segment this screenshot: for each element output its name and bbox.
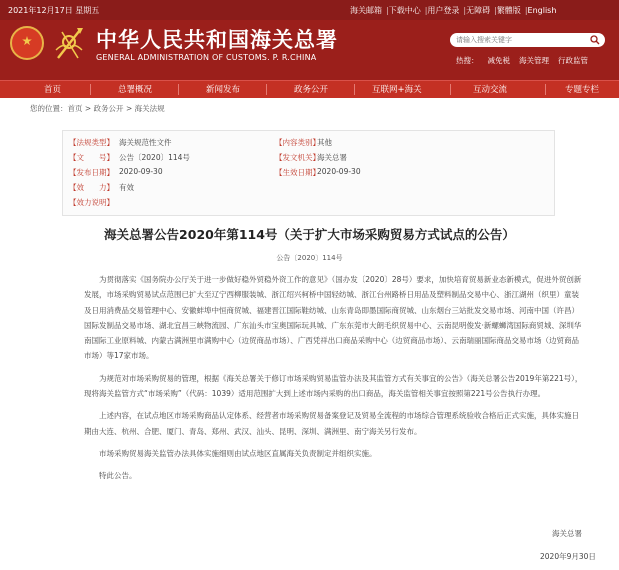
info-label: 【效 力】 [69, 183, 114, 192]
document-number: 公告〔2020〕114号 [276, 254, 343, 262]
breadcrumb-regulations[interactable]: 海关法规 [134, 104, 165, 113]
info-value: 海关总署 [317, 153, 347, 162]
nav-internet-customs[interactable]: 互联网+海关 [372, 85, 422, 95]
link-traditional[interactable]: 繁體版 [496, 6, 521, 15]
breadcrumb-separator: > [82, 104, 94, 113]
search-box [450, 33, 605, 47]
hot-search-label: 热搜： [456, 56, 479, 65]
hot-link-management[interactable]: 海关管理 [519, 56, 549, 65]
nav-government-affairs[interactable]: 政务公开 [294, 85, 329, 95]
site-title-cn: 中华人民共和国海关总署 [96, 28, 338, 52]
article-paragraph: 特此公告。 [99, 471, 137, 481]
nav-news[interactable]: 新闻发布 [206, 85, 241, 95]
info-label: 【发文机关】 [275, 153, 320, 162]
site-title-en: GENERAL ADMINISTRATION OF CUSTOMS. P. R.CHINA [96, 53, 317, 62]
article-paragraph: 为贯彻落实《国务院办公厅关于进一步做好稳外贸稳外资工作的意见》（国办发〔2020〕28号）要求，加快培育贸易新业态新模式，促进外贸创新发展，市场采购贸易试点范围已扩大至辽宁西柳服装城、浙江绍兴柯桥中国轻纺城、浙江台州路桥日用品及塑料制品交易中心、浙江湖州（织里）童装及日用消费品交易管理中心、安徽蚌埠中恒商贸城、福建晋江国际鞋纺城、山东青岛即墨国际商贸城、山东烟台三站批发交易市场、河南中国（许昌）国际发制品交易市场、湖北宜昌三峡物流园、广东汕头市宝奥国际玩具城、广东东莞市大朗毛织贸易中心、云南昆明俊发·新螺蛳湾国际商贸城、深圳华南国际工业原料城、内蒙古满洲里市满购中心（边贸商品市场）、广西凭祥出口商品采购中心（边贸商品市场）、云南瑞丽国际商品交易市场（边贸商品市场）等17家市场。 [84, 275, 582, 361]
signature-date: 2020年9月30日 [540, 552, 596, 561]
breadcrumb-affairs[interactable]: 政务公开 [93, 104, 124, 113]
main-nav [0, 80, 619, 98]
info-row [63, 197, 554, 210]
article-title: 海关总署公告2020年第114号（关于扩大市场采购贸易方式试点的公告） [104, 227, 515, 242]
article-paragraph: 上述内容，在试点地区市场采购商品认定体系、经营者市场采购贸易备案登记及贸易全流程的市场综合管理系统验收合格后正式实施，具体实施日期由大连、杭州、合肥、厦门、青岛、郑州、武汉、汕头、昆明、深圳、满洲里、南宁海关另行发布。 [84, 411, 579, 436]
link-download[interactable]: 下载中心 [388, 6, 421, 15]
breadcrumb-separator: > [123, 104, 135, 113]
info-value: 其他 [317, 138, 332, 147]
info-label: 【法规类型】 [69, 138, 114, 147]
link-accessibility[interactable]: 无障碍 [466, 6, 491, 15]
info-label: 【生效日期】 [275, 168, 320, 177]
link-login[interactable]: 用户登录 [427, 6, 460, 15]
nav-interaction[interactable]: 互动交流 [473, 85, 508, 95]
current-date: 2021年12月17日 星期五 [8, 6, 100, 15]
site-header [0, 20, 619, 80]
regulation-info-box [62, 130, 555, 216]
breadcrumb-home[interactable]: 首页 [67, 104, 83, 113]
link-mailbox[interactable]: 海关邮箱 [350, 6, 382, 15]
info-value: 公告〔2020〕114号 [119, 153, 190, 162]
article-paragraph: 为规范对市场采购贸易的管理，根据《海关总署关于修订市场采购贸易监管办法及其监管方式有关事宜的公告》（海关总署公告2019年第221号），现将海关监管方式“市场采购”（代码：1039）适用范围扩大到上述市场内采购的出口商品，海关监管相关事宜按照第221号公告执行办理。 [84, 373, 583, 399]
info-label: 【发布日期】 [69, 168, 114, 177]
info-value: 2020-09-30 [119, 167, 163, 176]
hot-link-tax[interactable]: 减免税 [487, 56, 510, 65]
customs-logo-icon[interactable] [52, 24, 88, 64]
info-row [63, 167, 554, 180]
info-row [63, 137, 554, 150]
breadcrumb-prefix: 您的位置： [30, 104, 68, 113]
search-input[interactable] [456, 34, 581, 46]
top-bar [0, 0, 619, 20]
info-value: 有效 [119, 183, 134, 192]
nav-overview[interactable]: 总署概况 [118, 85, 153, 95]
info-label: 【文 号】 [69, 153, 114, 162]
info-row [63, 182, 554, 195]
signature: 海关总署 [552, 529, 582, 538]
info-value: 2020-09-30 [317, 167, 361, 176]
hot-link-supervision[interactable]: 行政监管 [558, 56, 588, 65]
breadcrumb [30, 103, 165, 114]
link-english[interactable]: English [527, 6, 557, 15]
national-emblem-icon[interactable] [10, 26, 44, 60]
article-body [84, 272, 584, 491]
search-icon[interactable] [590, 35, 600, 45]
info-value: 海关规范性文件 [119, 138, 172, 147]
nav-topics[interactable]: 专题专栏 [565, 85, 600, 95]
info-label: 【内容类别】 [275, 138, 320, 147]
hot-search [456, 55, 597, 66]
nav-home[interactable]: 首页 [44, 85, 62, 95]
info-label: 【效力说明】 [69, 198, 114, 207]
top-links: 海关邮箱 |下载中心 |用户登录 |无障碍 |繁體版 |English [350, 6, 557, 15]
info-row [63, 152, 554, 165]
article-paragraph: 市场采购贸易海关监管办法具体实施细则由试点地区直属海关负责制定并组织实施。 [99, 448, 377, 458]
